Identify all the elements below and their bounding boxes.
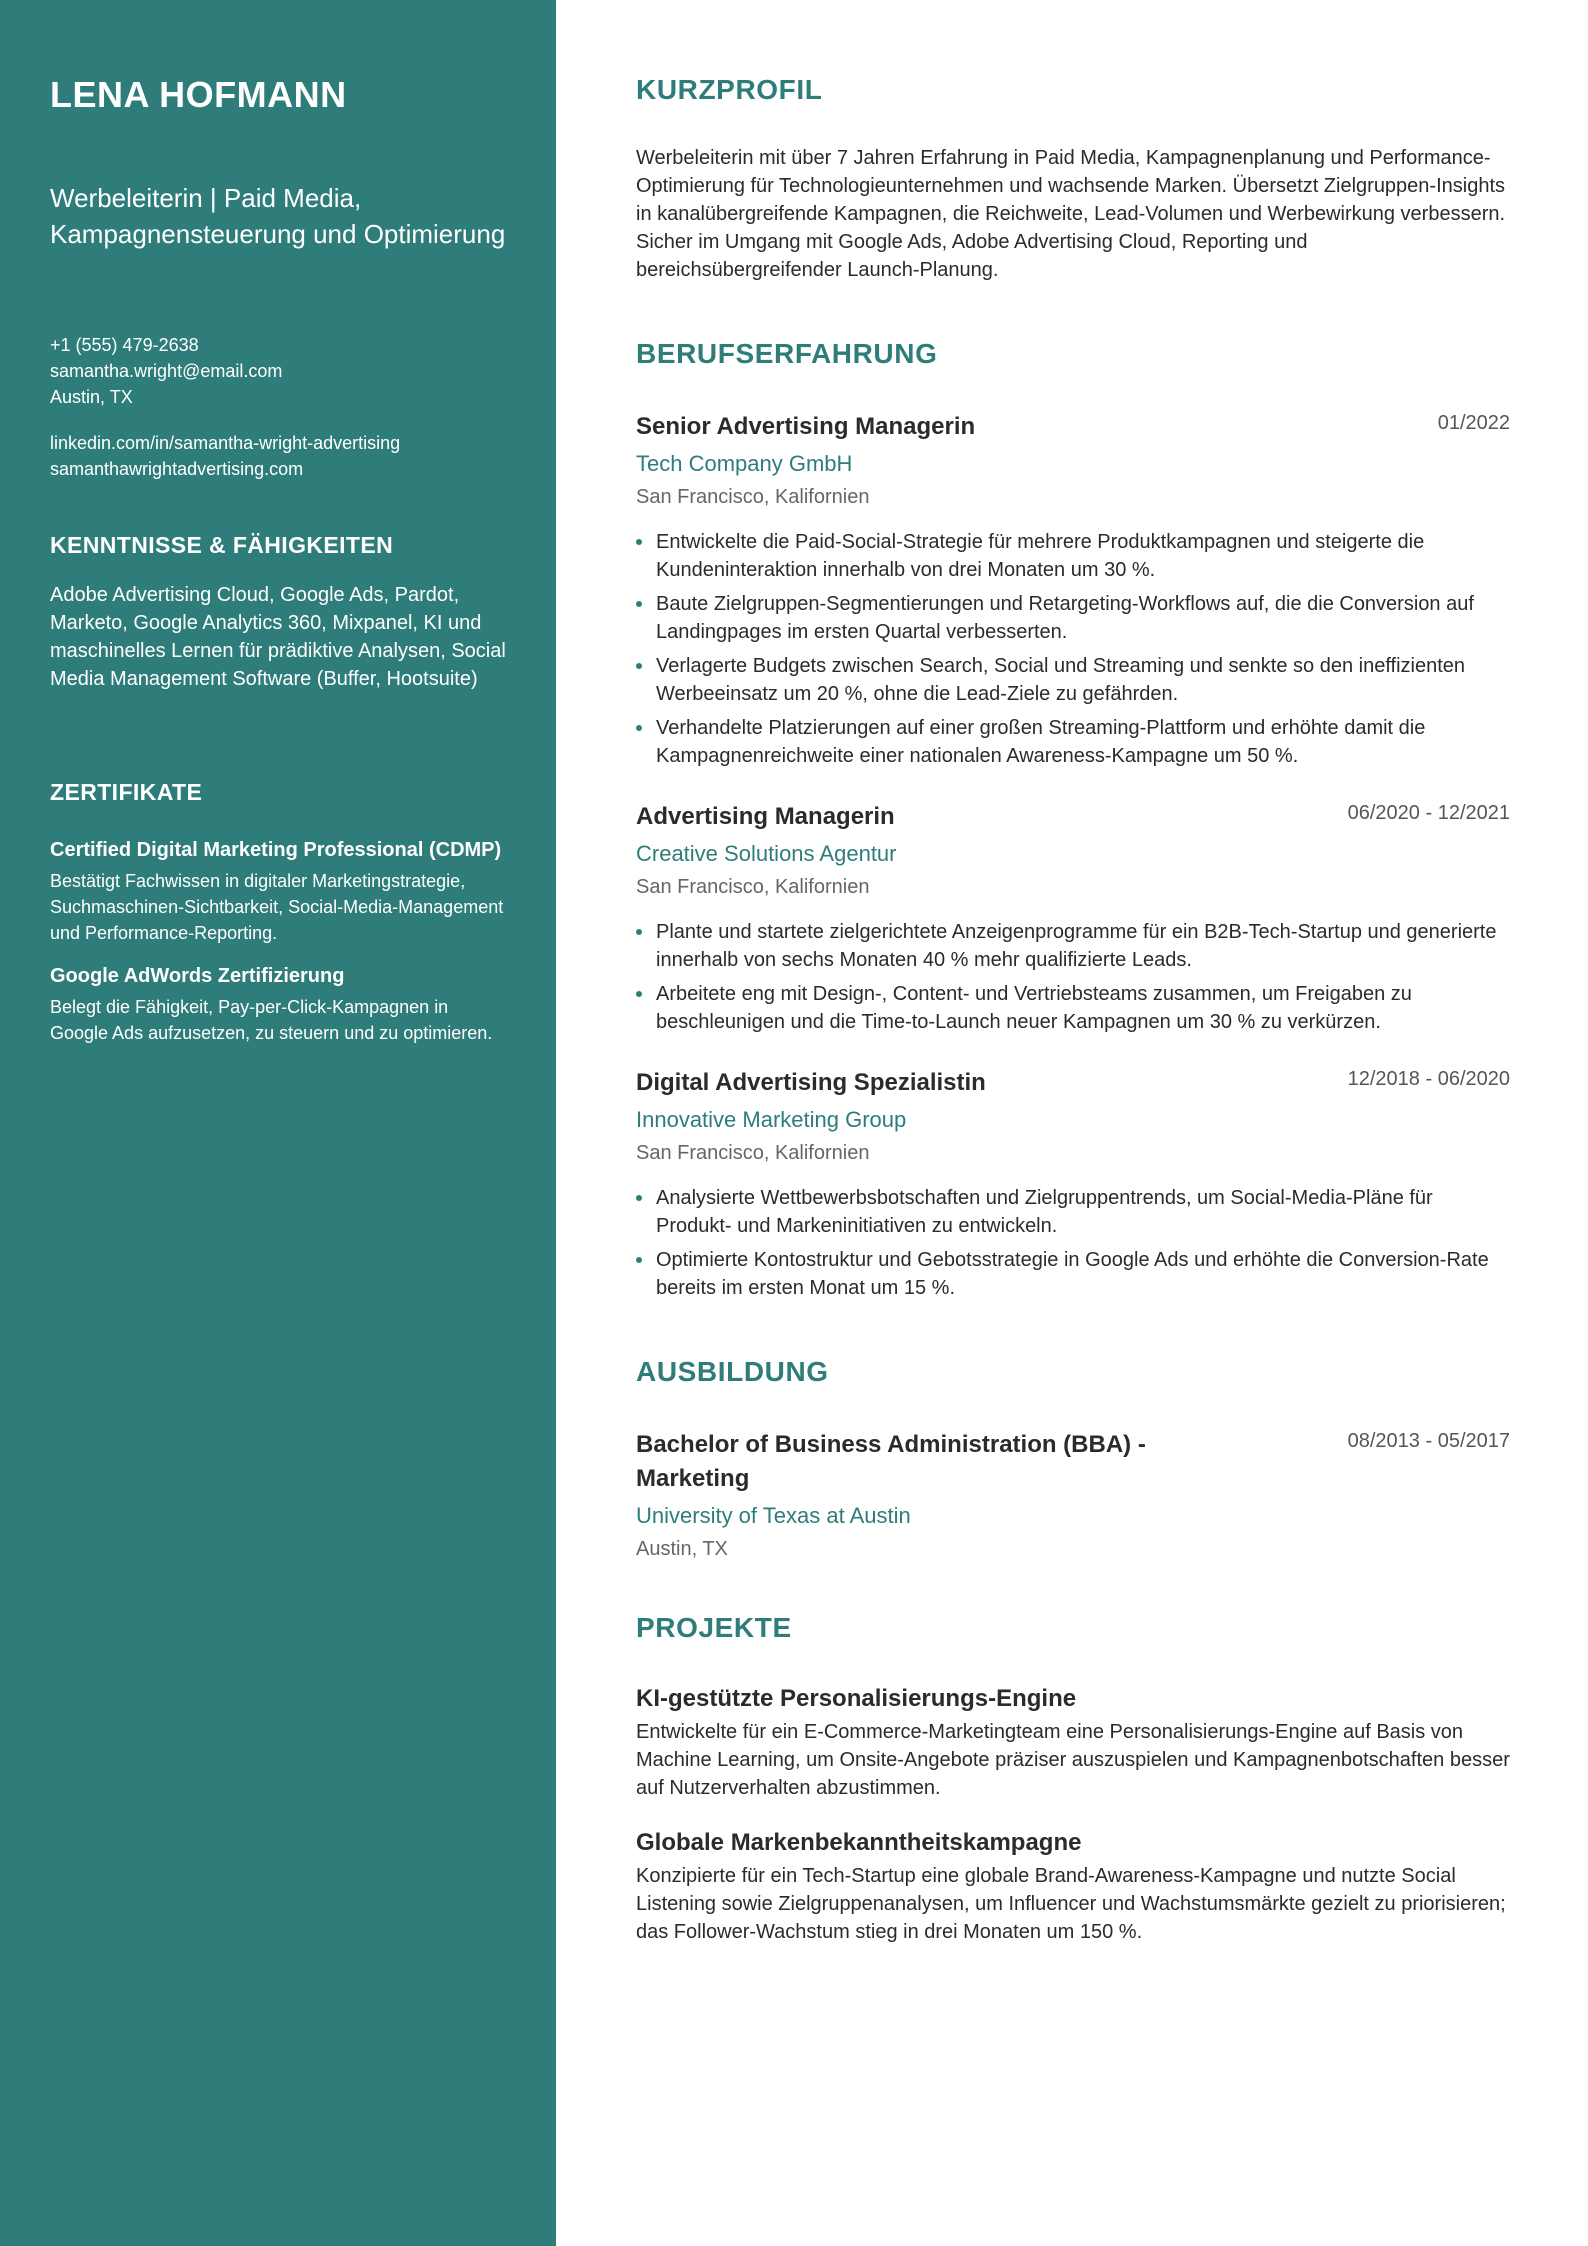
school-name: University of Texas at Austin (636, 1503, 911, 1528)
project-entry (636, 1682, 1510, 1802)
bullet-dot-icon (636, 1257, 642, 1263)
bullet-item (636, 652, 1510, 708)
profile-summary: Werbeleiterin mit über 7 Jahren Erfahrung in Paid Media, Kampagnenplanung und Performance-Optimierung für Technologieunternehmen und wachsende Marken. Übersetzt Zielgruppen-Insights in kanalübergreifende Kampagnen, die Reichweite, Lead-Volumen und Werbewirkung verbessern. Sicher im Umgang mit Google Ads, Adobe Advertising Cloud, Reporting und bereichsübergreifender Launch-Planung. (636, 147, 1506, 281)
school-location: Austin, TX (636, 1538, 728, 1560)
bullet-text: Verlagerte Budgets zwischen Search, Social und Streaming und senkte so den ineffizienten Werbeeinsatz um 20 %, ohne die Lead-Ziele zu gefährden. (656, 655, 1466, 705)
job-entry (636, 800, 1510, 1036)
job-location: San Francisco, Kalifornien (636, 876, 870, 898)
certificate-item (50, 962, 506, 1046)
bullet-text: Arbeitete eng mit Design-, Content- und Vertriebsteams zusammen, um Freigaben zu beschleunigen und die Time-to-Launch neuer Kampagnen um 30 % zu verkürzen. (656, 983, 1412, 1033)
bullet-text: Entwickelte die Paid-Social-Strategie für mehrere Produktkampagnen und steigerte die Kundeninteraktion innerhalb von drei Monaten um 30 %. (656, 531, 1425, 581)
candidate-name: LENA HOFMANN (50, 74, 347, 115)
bullet-item (636, 590, 1510, 646)
job-location: San Francisco, Kalifornien (636, 1142, 870, 1164)
bullet-dot-icon (636, 1195, 642, 1201)
job-title: Digital Advertising Spezialistin (636, 1069, 986, 1096)
website-link[interactable]: samanthawrightadvertising.com (50, 459, 304, 479)
project-description: Entwickelte für ein E-Commerce-Marketingteam eine Personalisierungs-Engine auf Basis von Machine Learning, um Onsite-Angebote präziser auszuspielen und Kampagnenbotschaften besser auf Nutzerverhalten abzustimmen. (636, 1721, 1510, 1799)
linkedin-link[interactable]: linkedin.com/in/samantha-wright-advertising (50, 433, 401, 453)
location: Austin, TX (50, 387, 133, 407)
phone: +1 (555) 479-2638 (50, 335, 199, 355)
degree-title: Bachelor of Business Administration (BBA) - Marketing (636, 1431, 1146, 1492)
headline: Werbeleiterin | Paid Media, Kampagnensteuerung und Optimierung (50, 183, 506, 249)
certificate-title: Google AdWords Zertifizierung (50, 965, 345, 987)
bullet-item (636, 528, 1510, 584)
certificates-heading: ZERTIFIKATE (50, 779, 203, 805)
project-title: Globale Markenbekanntheitskampagne (636, 1829, 1082, 1856)
job-location: San Francisco, Kalifornien (636, 486, 870, 508)
bullet-text: Plante und startete zielgerichtete Anzeigenprogramme für ein B2B-Tech-Startup und generierte innerhalb von sechs Monaten 40 % mehr qualifizierte Leads. (656, 921, 1497, 971)
job-title: Advertising Managerin (636, 803, 895, 830)
job-title: Senior Advertising Managerin (636, 413, 976, 440)
job-entry (636, 1066, 1510, 1302)
main-content (556, 0, 1588, 2246)
job-bullets (636, 1184, 1510, 1302)
email: samantha.wright@email.com (50, 361, 283, 381)
skills-text: Adobe Advertising Cloud, Google Ads, Pardot, Marketo, Google Analytics 360, Mixpanel, KI und maschinelles Lernen für prädiktive Analysen, Social Media Management Software (Buffer, Hootsuite) (50, 584, 506, 690)
bullet-text: Optimierte Kontostruktur und Gebotsstrategie in Google Ads und erhöhte die Conversion-Rate bereits im ersten Monat um 15 %. (656, 1249, 1489, 1299)
bullet-item (636, 714, 1510, 770)
certificate-title: Certified Digital Marketing Professional (CDMP) (50, 839, 502, 861)
job-date: 01/2022 (1437, 412, 1510, 434)
bullet-item (636, 918, 1510, 974)
job-date: 12/2018 - 06/2020 (1347, 1068, 1510, 1090)
skills-heading: KENNTNISSE & FÄHIGKEITEN (50, 532, 394, 558)
job-company: Tech Company GmbH (636, 451, 853, 476)
certificate-description: Bestätigt Fachwissen in digitaler Marketingstrategie, Suchmaschinen-Sichtbarkeit, Social-Media-Management und Performance-Reporting. (50, 871, 504, 943)
bullet-dot-icon (636, 929, 642, 935)
job-company: Innovative Marketing Group (636, 1107, 907, 1132)
bullet-text: Analysierte Wettbewerbsbotschaften und Zielgruppentrends, um Social-Media-Pläne für Produkt- und Markeninitiativen zu entwickeln. (656, 1187, 1433, 1237)
education-date: 08/2013 - 05/2017 (1347, 1430, 1510, 1452)
certificate-item (50, 836, 506, 946)
bullet-dot-icon (636, 725, 642, 731)
bullet-text: Verhandelte Platzierungen auf einer großen Streaming-Plattform und erhöhte damit die Kampagnenreichweite einer nationalen Awareness-Kampagne um 50 %. (656, 717, 1426, 767)
experience-heading: BERUFSERFAHRUNG (636, 338, 938, 369)
job-bullets (636, 918, 1510, 1036)
job-entry (636, 410, 1510, 770)
project-title: KI-gestützte Personalisierungs-Engine (636, 1685, 1077, 1712)
project-description: Konzipierte für ein Tech-Startup eine globale Brand-Awareness-Kampagne und nutzte Social Listening sowie Zielgruppenanalysen, um Influencer und Wachstumsmärkte gezielt zu priorisieren; das Follower-Wachstum stieg in drei Monaten um 150 %. (636, 1865, 1506, 1943)
projects-heading: PROJEKTE (636, 1612, 792, 1643)
bullet-dot-icon (636, 539, 642, 545)
job-date: 06/2020 - 12/2021 (1347, 802, 1510, 824)
profile-heading: KURZPROFIL (636, 74, 823, 105)
project-entry (636, 1826, 1510, 1946)
bullet-item (636, 980, 1510, 1036)
bullet-dot-icon (636, 991, 642, 997)
bullet-dot-icon (636, 601, 642, 607)
bullet-text: Baute Zielgruppen-Segmentierungen und Retargeting-Workflows auf, die die Conversion auf Landingpages im ersten Quartal verbesserten. (656, 593, 1474, 643)
bullet-item (636, 1184, 1510, 1240)
contact-block (50, 332, 506, 482)
job-company: Creative Solutions Agentur (636, 841, 897, 866)
certificate-description: Belegt die Fähigkeit, Pay-per-Click-Kampagnen in Google Ads aufzusetzen, zu steuern und zu optimieren. (50, 997, 493, 1043)
bullet-dot-icon (636, 663, 642, 669)
education-entry (636, 1428, 1510, 1564)
job-bullets (636, 528, 1510, 770)
education-heading: AUSBILDUNG (636, 1356, 829, 1387)
sidebar (0, 0, 556, 2246)
bullet-item (636, 1246, 1510, 1302)
